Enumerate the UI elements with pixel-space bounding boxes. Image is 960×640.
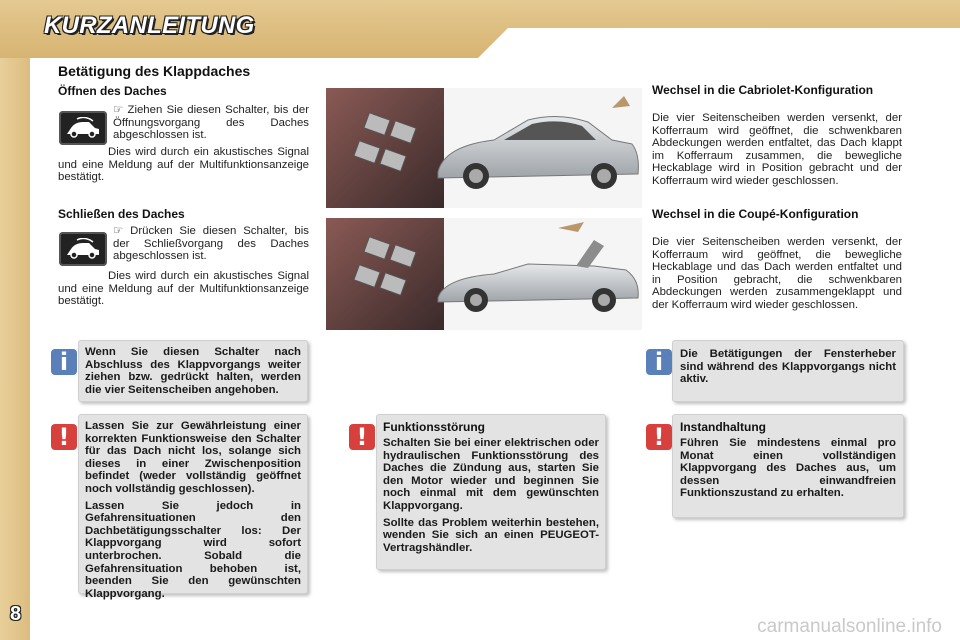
roof-switch-icon	[59, 111, 107, 145]
section-title: Betätigung des Klappdaches	[58, 63, 251, 79]
coupe-title: Wechsel in die Coupé-Konfiguration	[652, 207, 859, 221]
warning-left-p2: Lassen Sie jedoch in Gefahrensituationen den Dachbetätigungsschalter los: Der Klappvorgang wird sofort unterbrochen. Sobald die Gefahrensituation behoben ist, beenden Sie den gewünschten Klappvorgang.	[85, 499, 301, 600]
header-wedge	[478, 28, 960, 58]
info-panel-left	[78, 340, 308, 402]
close-roof-title: Schließen des Daches	[58, 207, 185, 221]
open-roof-body: Dies wird durch ein akustisches Signal und eine Meldung auf der Multifunktionsanzeige bestätigt.	[58, 146, 309, 184]
close-roof-body: Dies wird durch ein akustisches Signal und eine Meldung auf der Multifunktionsanzeige bestätigt.	[58, 270, 309, 308]
info-icon: i	[51, 349, 77, 375]
close-roof-instruction: ☞ Drücken Sie diesen Schalter, bis der Schließvorgang des Daches abgeschlossen ist.	[113, 225, 309, 263]
page-title: KURZANLEITUNG	[44, 12, 255, 39]
malfunction-p2: Sollte das Problem weiterhin bestehen, wenden Sie sich an einen PEUGEOT-Vertragshändler.	[383, 516, 599, 554]
pointing-hand-icon: ☞	[113, 225, 124, 237]
open-roof-title: Öffnen des Daches	[58, 84, 167, 98]
info-right-text: Die Betätigungen der Fensterheber sind während des Klappvorgangs nicht aktiv.	[680, 348, 896, 386]
maintenance-text: Führen Sie mindestens einmal pro Monat einen vollständigen Klappvorgang des Daches aus, um dessen einwandfreien Funktionszustand zu erhalten.	[680, 437, 896, 500]
cabriolet-title: Wechsel in die Cabriolet-Konfiguration	[652, 83, 874, 97]
warning-panel-right	[672, 414, 904, 518]
watermark: carmanualsonline.info	[757, 616, 942, 637]
pointing-hand-icon: ☞	[113, 104, 124, 116]
coupe-body: Die vier Seitenscheiben werden versenkt, der Kofferraum wird geöffnet, die bewegliche Heckablage und das Dach werden entfaltet und in Position gebracht, die schwenkbaren Abdeckungen werden zusammengeklappt und der Kofferraum wird wieder geschlossen.	[652, 236, 902, 311]
roof-switch-icon	[59, 232, 107, 266]
malfunction-p1: Schalten Sie bei einer elektrischen oder hydraulischen Funktionsstörung des Daches die Zündung aus, starten Sie den Motor wieder und beginnen Sie noch einmal mit dem gewünschten Klappvorgang.	[383, 437, 599, 512]
info-icon: i	[646, 349, 672, 375]
cabriolet-body: Die vier Seitenscheiben werden versenkt, der Kofferraum wird geöffnet, die schwenkbaren Abdeckungen werden entfaltet, das Dach klappt im Kofferraum zusammen, die bewegliche Heckablage wird in Position gebracht und der Kofferraum wird wieder geschlossen.	[652, 112, 902, 187]
open-roof-instruction: ☞ Ziehen Sie diesen Schalter, bis der Öffnungsvorgang des Daches abgeschlossen ist.	[113, 104, 309, 142]
warning-panel-middle	[376, 414, 606, 570]
info-panel-right	[672, 340, 904, 402]
warning-panel-left	[78, 414, 308, 600]
warning-icon: !	[349, 424, 375, 450]
info-left-text: Wenn Sie diesen Schalter nach Abschluss des Klappvorgangs weiter ziehen bzw. gedrückt halten, werden die vier Seitenscheiben angehoben.	[85, 346, 301, 396]
warning-icon: !	[51, 424, 77, 450]
warning-left-p1: Lassen Sie zur Gewährleistung einer korrekten Funktionsweise den Schalter für das Dach nicht los, solange sich dieses in einer Zwischenposition befindet (weder vollständig geöffnet noch vollständig geschlossen).	[85, 420, 301, 495]
maintenance-title: Instandhaltung	[680, 420, 766, 434]
warning-icon: !	[646, 424, 672, 450]
cabriolet-photo	[326, 88, 642, 208]
malfunction-title: Funktionsstörung	[383, 420, 485, 434]
side-stripe	[0, 58, 30, 640]
page-number: 8	[10, 603, 22, 625]
coupe-photo	[326, 218, 642, 330]
